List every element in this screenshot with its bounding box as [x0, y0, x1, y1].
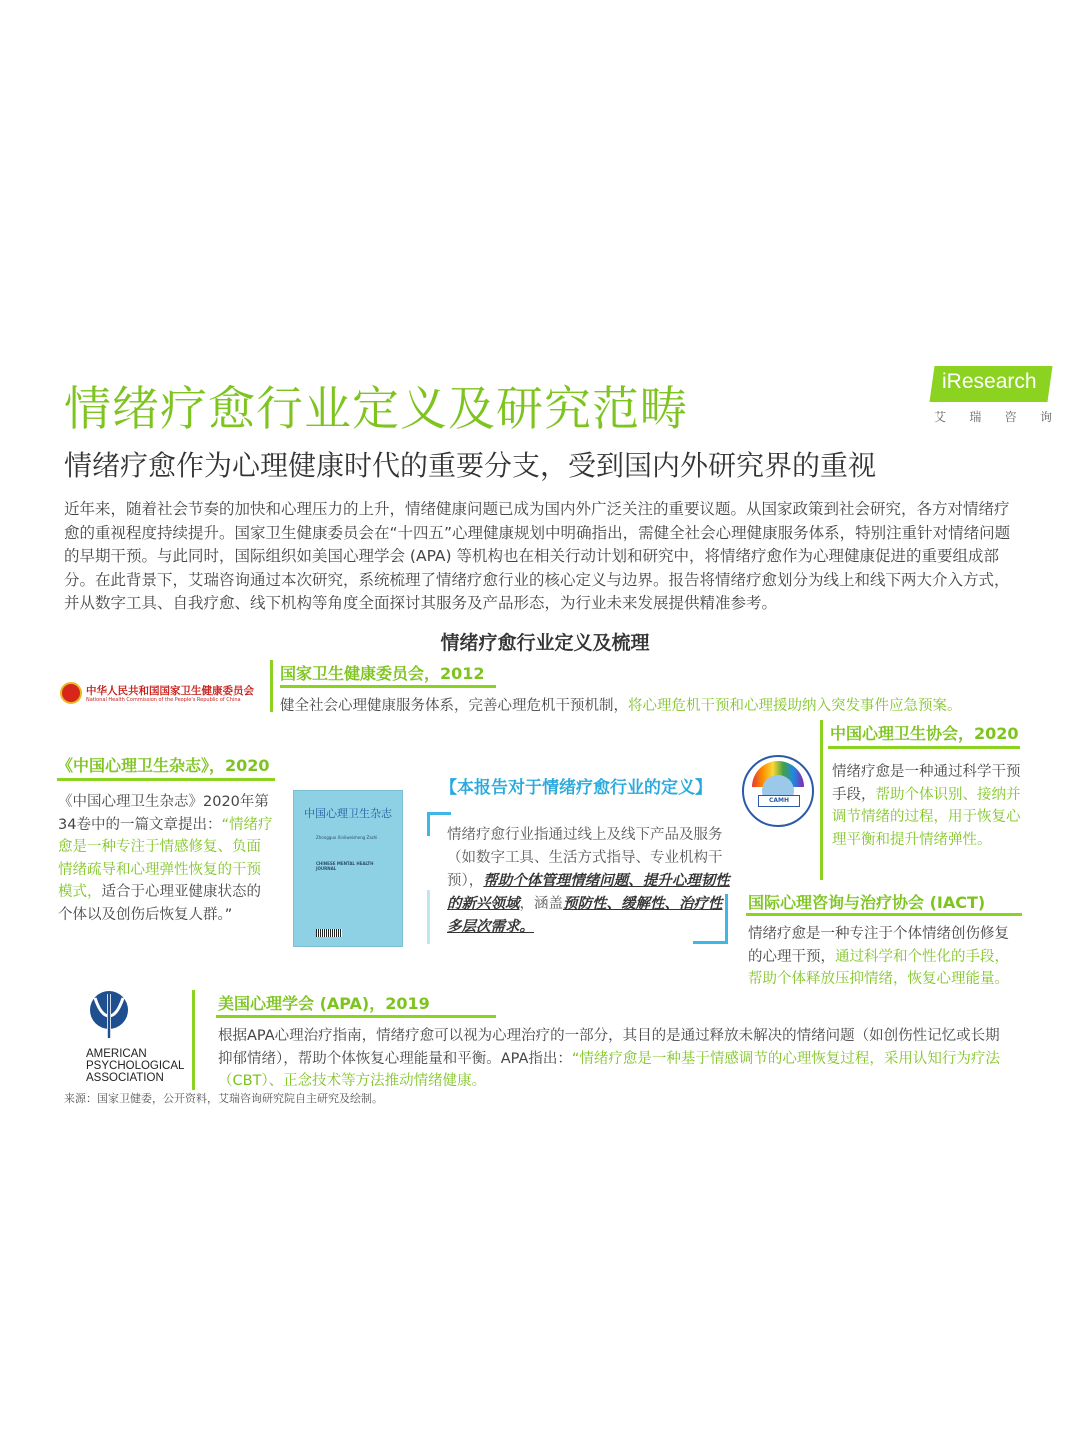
journal-text	[58, 791, 274, 926]
logo-char: 咨	[1004, 410, 1017, 424]
camh-text	[832, 761, 1022, 851]
nhc-logo	[60, 682, 265, 708]
camh-text-highlight: 帮助个体识别、接纳并调节情绪的过程，用于恢复心理平衡和提升情绪弹性。	[832, 786, 1021, 848]
camh-logo	[742, 755, 814, 827]
definition-text-emphasis-2: 预防性、缓解性、治疗性多层次需求。	[447, 896, 723, 935]
nhc-text-plain: 健全社会心理健康服务体系，完善心理危机干预机制，	[280, 698, 628, 714]
journal-text-highlight: “情绪疗愈是一种专注于情感修复、负面情绪疏导和心理弹性恢复的干预模式，	[58, 816, 273, 900]
camh-logo-text: CAMH	[758, 795, 800, 807]
nhc-text	[280, 695, 962, 718]
iact-text-highlight: 通过科学和个性化的手段，帮助个体释放压抑情绪，恢复心理能量。	[748, 948, 1009, 987]
logo-brand: iResearch	[942, 370, 1037, 393]
iresearch-logo	[932, 364, 1052, 424]
definition-title: 【本报告对于情绪疗愈行业的定义】	[440, 778, 712, 798]
national-emblem-icon	[60, 682, 82, 704]
apa-logo	[86, 990, 186, 1090]
apa-logo-line: ASSOCIATION	[86, 1072, 164, 1084]
journal-cover-image	[293, 790, 403, 947]
section-heading: 情绪疗愈行业定义及梳理	[440, 632, 650, 654]
nhc-logo-en: National Health Commission of the People's Republic of China	[86, 697, 241, 703]
journal-title: 《中国心理卫生杂志》，2020	[57, 756, 270, 775]
cover-title: 中国心理卫生杂志	[304, 807, 392, 820]
nhc-text-highlight: 将心理危机干预和心理援助纳入突发事件应急预案。	[628, 698, 962, 714]
logo-char: 瑞	[969, 410, 982, 424]
barcode-icon	[316, 929, 342, 937]
camh-text-plain: 情绪疗愈是一种通过科学干预手段，	[832, 764, 1021, 803]
definition-text	[447, 824, 733, 939]
nhc-logo-cn: 中华人民共和国国家卫生健康委员会	[86, 685, 254, 697]
psi-symbol-icon	[89, 990, 129, 1040]
definition-text-plain-2: ，涵盖	[519, 896, 563, 912]
apa-underline	[216, 1015, 496, 1018]
logo-brand-cn	[934, 408, 1052, 425]
apa-divider	[192, 990, 195, 1090]
definition-text-emphasis: 帮助个体管理情绪问题、提升心理韧性的新兴领域	[447, 873, 730, 912]
journal-text-plain: 《中国心理卫生杂志》2020年第34卷中的一篇文章提出：	[58, 794, 269, 833]
page-subtitle: 情绪疗愈作为心理健康时代的重要分支，受到国内外研究界的重视	[64, 449, 877, 482]
nhc-underline	[280, 685, 496, 688]
apa-text-highlight: “情绪疗愈是一种基于情感调节的心理恢复过程，采用认知行为疗法（CBT）、正念技术等方法推动情绪健康。	[218, 1050, 1000, 1089]
cover-english-title: CHINESE MENTAL HEALTH JOURNAL	[316, 861, 374, 871]
logo-char: 询	[1039, 410, 1052, 424]
iact-title: 国际心理咨询与治疗协会 (IACT)	[748, 893, 986, 912]
source-note: 来源：国家卫健委，公开资料，艾瑞咨询研究院自主研究及绘制。	[64, 1092, 383, 1105]
apa-logo-line: AMERICAN	[86, 1048, 147, 1060]
cover-subtitle: Zhongguo Xinliweisheng Zazhi	[316, 835, 378, 840]
apa-logo-line: PSYCHOLOGICAL	[86, 1060, 185, 1072]
definition-text-plain: 情绪疗愈行业指通过线上及线下产品及服务（如数字工具、生活方式指导、专业机构干预），	[447, 827, 723, 889]
nhc-divider	[270, 660, 273, 712]
logo-char: 艾	[934, 410, 947, 424]
page-title: 情绪疗愈行业定义及研究范畴	[64, 382, 688, 437]
iact-text	[748, 923, 1020, 991]
iact-underline	[746, 913, 1022, 916]
apa-logo-text	[86, 1048, 184, 1084]
camh-title: 中国心理卫生协会，2020	[830, 724, 1019, 743]
intro-paragraph: 近年来，随着社会节奏的加快和心理压力的上升，情绪健康问题已成为国内外广泛关注的重要议题。从国家政策到社会研究，各方对情绪疗愈的重视程度持续提升。国家卫生健康委员会在“十四五”心理健康规划中明确指出，需健全社会心理健康服务体系，特别注重针对情绪问题的早期干预。与此同时，国际组织如美国心理学会 (APA) 等机构也在相关行动计划和研究中，将情绪疗愈作为心理健康促进的重要组成部分。在此背景下，艾瑞咨询通过本次研究，系统梳理了情绪疗愈行业的核心定义与边界。报告将情绪疗愈划分为线上和线下两大介入方式，并从数字工具、自我疗愈、线下机构等角度全面探讨其服务及产品形态，为行业未来发展提供精准参考。	[64, 500, 1011, 612]
camh-underline	[828, 746, 1020, 749]
camh-divider	[820, 720, 823, 880]
apa-title: 美国心理学会 (APA)，2019	[218, 994, 430, 1013]
journal-underline	[57, 778, 275, 781]
journal-text-plain-end: 适合于心理亚健康状态的个体以及创伤后恢复人群。”	[58, 884, 261, 923]
apa-text-plain: 根据APA心理治疗指南，情绪疗愈可以视为心理治疗的一部分，其目的是通过释放未解决的情绪问题（如创伤性记忆或长期抑郁情绪），帮助个体恢复心理能量和平衡。APA指出：	[218, 1028, 1000, 1067]
apa-text	[218, 1025, 1008, 1093]
nhc-title: 国家卫生健康委员会，2012	[280, 664, 485, 683]
iact-text-plain: 情绪疗愈是一种专注于个体情绪创伤修复的心理干预，	[748, 926, 1009, 965]
